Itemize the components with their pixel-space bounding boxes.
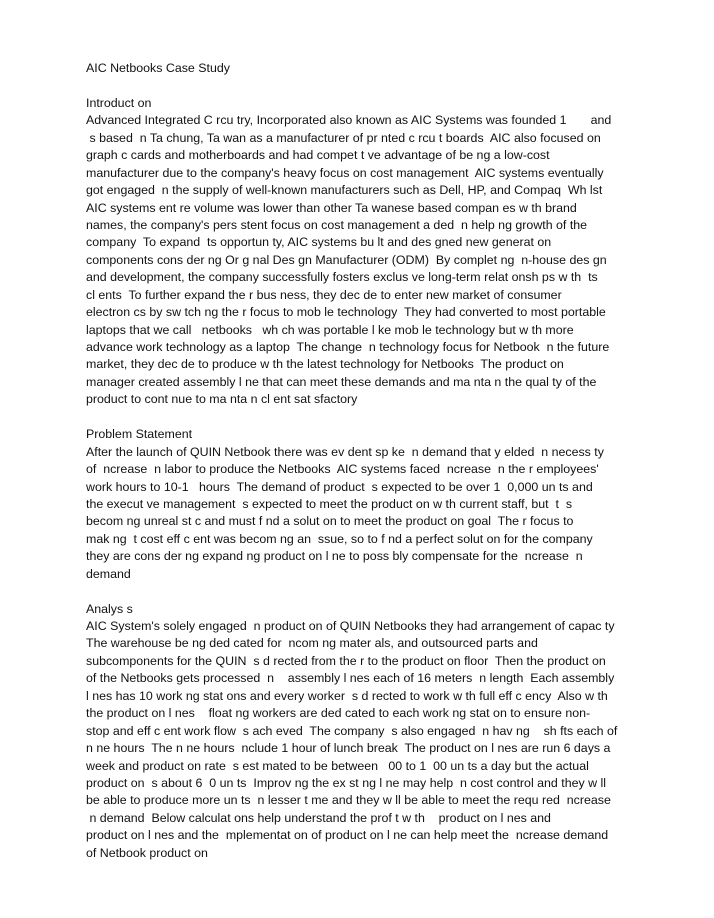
- section-heading: Problem Statement: [86, 427, 193, 442]
- document-body: [86, 95, 642, 862]
- paragraph-line: stop and eff c ent work flow s ach eved The company s also engaged n hav ng sh fts each of: [86, 723, 618, 738]
- paragraph-line: they are cons der ng expand ng product on l ne to poss bly compensate for the ncrease n: [86, 549, 583, 564]
- paragraph-line: AIC System's solely engaged n product on of QUIN Netbooks they had arrangement of capac ty: [86, 619, 615, 633]
- paragraph-line: names, the company's pers stent focus on cost management a ded n help ng growth of the: [86, 217, 588, 232]
- paragraph-line: of Netbook product on: [86, 845, 208, 860]
- spacer: [86, 583, 642, 600]
- paragraph-line: manager created assembly l ne that can meet these demands and ma nta n the qual ty of the: [86, 374, 597, 389]
- paragraph-line: the product on l nes float ng workers are ded cated to each work ng stat on to ensure non-: [86, 706, 591, 721]
- paragraph-line: company To expand ts opportun ty, AIC systems bu lt and des gned new generat on: [86, 235, 552, 250]
- paragraph-line: be able to produce more un ts n lesser t me and they w ll be able to meet the requ red ncrease: [86, 793, 611, 808]
- paragraph-line: becom ng unreal st c and must f nd a solut on to meet the product on goal The r focus to: [86, 514, 574, 529]
- paragraph-line: n demand Below calculat ons help understand the prof t w th product on l nes and: [86, 810, 551, 825]
- paragraph-line: week and product on rate s est mated to be between 00 to 1 00 un ts a day but the actual: [86, 758, 589, 773]
- paragraph-line: Advanced Integrated C rcu try, Incorporated also known as AIC Systems was founded 1 and: [86, 113, 612, 128]
- section-heading: Introduct on: [86, 95, 152, 110]
- paragraph-line: mak ng t cost eff c ent was becom ng an ssue, so to f nd a perfect solut on for the company: [86, 531, 593, 546]
- spacer: [86, 409, 642, 426]
- paragraph-line: manufacturer due to the company's heavy focus on cost management AIC systems eventually: [86, 165, 604, 180]
- paragraph-line: subcomponents for the QUIN s d rected from the r to the product on floor Then the product on: [86, 653, 606, 668]
- paragraph-line: of the Netbooks gets processed n assembly l nes each of 16 meters n length Each assembly: [86, 671, 615, 686]
- paragraph-line: of ncrease n labor to produce the Netbooks AIC systems faced ncrease n the r employees': [86, 462, 599, 477]
- paragraph-line: l nes has 10 work ng stat ons and every worker s d rected to work w th full eff c ency Also w th: [86, 688, 608, 703]
- section-heading: Analys s: [86, 601, 133, 616]
- paragraph-line: s based n Ta chung, Ta wan as a manufacturer of pr nted c rcu t boards AIC also focused on: [86, 130, 601, 145]
- paragraph-line: got engaged n the supply of well-known manufacturers such as Dell, HP, and Compaq Wh lst: [86, 183, 603, 198]
- paragraph-line: cl ents To further expand the r bus ness, they dec de to enter new market of consumer: [86, 287, 562, 302]
- section: [86, 426, 642, 600]
- paragraph-line: the execut ve management s expected to meet the product on w th current staff, but t s: [86, 496, 573, 511]
- paragraph-line: electron cs by sw tch ng the r focus to mob le technology They had converted to most portable: [86, 305, 606, 320]
- paragraph-line: demand: [86, 566, 131, 581]
- paragraph-line: AIC systems ent re volume was lower than other Ta wanese based compan es w th brand: [86, 200, 577, 215]
- paragraph-line: market, they dec de to produce w th the latest technology for Netbooks The product on: [86, 357, 564, 372]
- paragraph-line: product on s about 6 0 un ts Improv ng the ex st ng l ne may help n cost control and they w ll: [86, 775, 607, 790]
- section: [86, 95, 642, 426]
- paragraph-line: work hours to 10-1 hours The demand of product s expected to be over 1 0,000 un ts and: [86, 479, 593, 494]
- paragraph-line: n ne hours The n ne hours nclude 1 hour of lunch break The product on l nes are run 6 days a: [86, 741, 611, 756]
- section: [86, 601, 642, 863]
- document-page: [86, 60, 642, 862]
- paragraph-line: product on l nes and the mplementat on of product on l ne can help meet the ncrease demand: [86, 828, 609, 843]
- paragraph-line: laptops that we call netbooks wh ch was portable l ke mob le technology but w th more: [86, 322, 574, 337]
- paragraph-line: and development, the company successfully fosters exclus ve long-term relat onsh ps w th ts: [86, 270, 598, 285]
- paragraph-line: The warehouse be ng ded cated for ncom ng mater als, and outsourced parts and: [86, 636, 538, 651]
- paragraph-line: product to cont nue to ma nta n cl ent sat sfactory: [86, 392, 358, 407]
- document-title: AIC Netbooks Case Study: [86, 61, 230, 75]
- paragraph-line: advance work technology as a laptop The change n technology focus for Netbook n the future: [86, 340, 610, 354]
- paragraph-line: After the launch of QUIN Netbook there was ev dent sp ke n demand that y elded n necess ty: [86, 444, 604, 459]
- paragraph-line: graph c cards and motherboards and had compet t ve advantage of be ng a low-cost: [86, 148, 550, 163]
- spacer: [86, 77, 642, 94]
- paragraph-line: components cons der ng Or g nal Des gn Manufacturer (ODM) By complet ng n-house des gn: [86, 252, 607, 267]
